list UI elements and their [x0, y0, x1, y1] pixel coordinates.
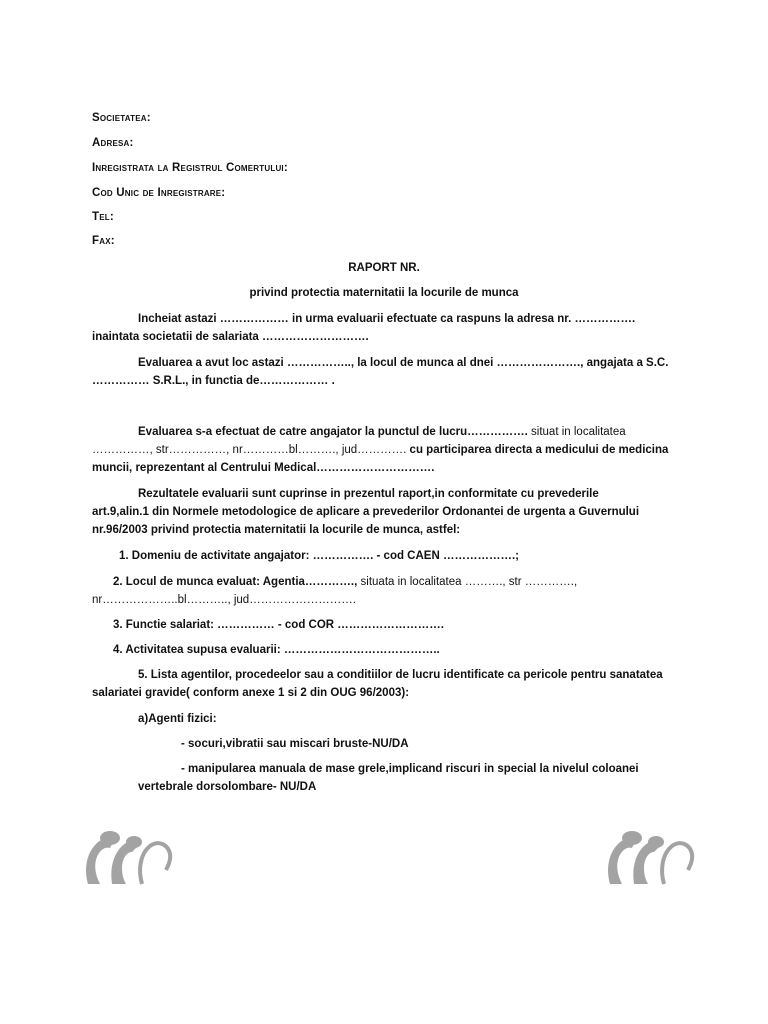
text-line: 3. Functie salariat: …………… - cod COR ……………………….	[113, 619, 444, 631]
item-5-lista-agentilor	[92, 666, 676, 702]
paragraph-evaluarea-angajator	[92, 423, 676, 477]
text-line: …………… S.R.L., in functia de……………… .	[92, 375, 335, 387]
text-segment: Evaluarea s-a efectuat de catre angajator la punctul de lucru…………….	[138, 426, 528, 438]
text-line: 5. Lista agentilor, procedeelor sau a conditiilor de lucru identificate ca pericole pentru sanatatea	[138, 669, 663, 681]
text-line	[92, 573, 676, 591]
bullet-manipularea	[92, 760, 676, 796]
field-adresa: Adresa:	[92, 137, 134, 149]
text-line: Evaluarea a avut loc astazi …………….., la locul de munca al dnei …………………., angajata a S.C.	[138, 357, 669, 369]
text-line: salariatei gravide( conform anexe 1 si 2 din OUG 96/2003):	[92, 687, 410, 699]
field-registru: Inregistrata la Registrul Comertului:	[92, 162, 288, 174]
subsection-agenti-fizici	[92, 710, 676, 728]
paragraph-rezultatele	[92, 485, 676, 539]
text-line: inaintata societatii de salariata ……………………….	[92, 331, 369, 343]
text-line: nr………………..bl……….., jud……………………….	[92, 594, 356, 606]
text-line: 1. Domeniu de activitate angajator: ……………. - cod CAEN ……………….;	[119, 550, 519, 562]
text-line: a)Agenti fizici:	[138, 713, 217, 725]
text-line: 4. Activitatea supusa evaluarii: …………………………………..	[113, 644, 440, 656]
report-title: RAPORT NR.	[348, 262, 420, 274]
text-line	[92, 441, 676, 459]
text-segment: ……………, str……………, nr…………bl………., jud………….	[92, 444, 407, 456]
family-logo-icon	[602, 826, 698, 888]
text-line: muncii, reprezentant al Centrului Medical………………………….	[92, 462, 435, 474]
text-segment: situat in localitatea	[527, 426, 626, 438]
text-segment: 2. Locul de munca evaluat: Agentia………….,	[113, 576, 358, 588]
paragraph-evaluarea-loc	[92, 354, 676, 390]
text-line: art.9,alin.1 din Normele metodologice de aplicare a prevederilor Ordonantei de urgenta a Guvernului	[92, 506, 640, 518]
field-fax: Fax:	[92, 235, 115, 247]
item-3-functie	[92, 616, 676, 634]
text-line	[92, 423, 676, 441]
bullet-socuri	[92, 735, 676, 753]
text-line: - socuri,vibratii sau miscari bruste-NU/DA	[181, 738, 409, 750]
text-line: nr.96/2003 privind protectia maternitatii la locurile de munca, astfel:	[92, 524, 461, 536]
family-logo-icon	[80, 826, 176, 888]
text-line: - manipularea manuala de mase grele,implicand riscuri in special la nivelul coloanei	[181, 763, 639, 775]
text-segment: situata in localitatea ………., str ………….,	[357, 576, 578, 588]
text-segment: cu participarea directa a medicului de medicina	[406, 444, 669, 456]
text-line: Rezultatele evaluarii sunt cuprinse in prezentul raport,in conformitate cu prevederile	[138, 488, 599, 500]
field-tel: Tel:	[92, 211, 114, 223]
report-subtitle: privind protectia maternitatii la locurile de munca	[249, 287, 519, 299]
item-1-domeniu	[92, 547, 676, 565]
text-line: vertebrale dorsolombare- NU/DA	[138, 781, 317, 793]
text-line: Incheiat astazi ……………… in urma evaluarii efectuate ca raspuns la adresa nr. …………….	[138, 313, 636, 325]
field-societatea: Societatea:	[92, 112, 151, 124]
field-cui: Cod Unic de Inregistrare:	[92, 187, 226, 199]
item-4-activitatea	[92, 641, 676, 659]
item-2-locul-de-munca	[92, 573, 676, 609]
paragraph-incheiat	[92, 310, 676, 346]
